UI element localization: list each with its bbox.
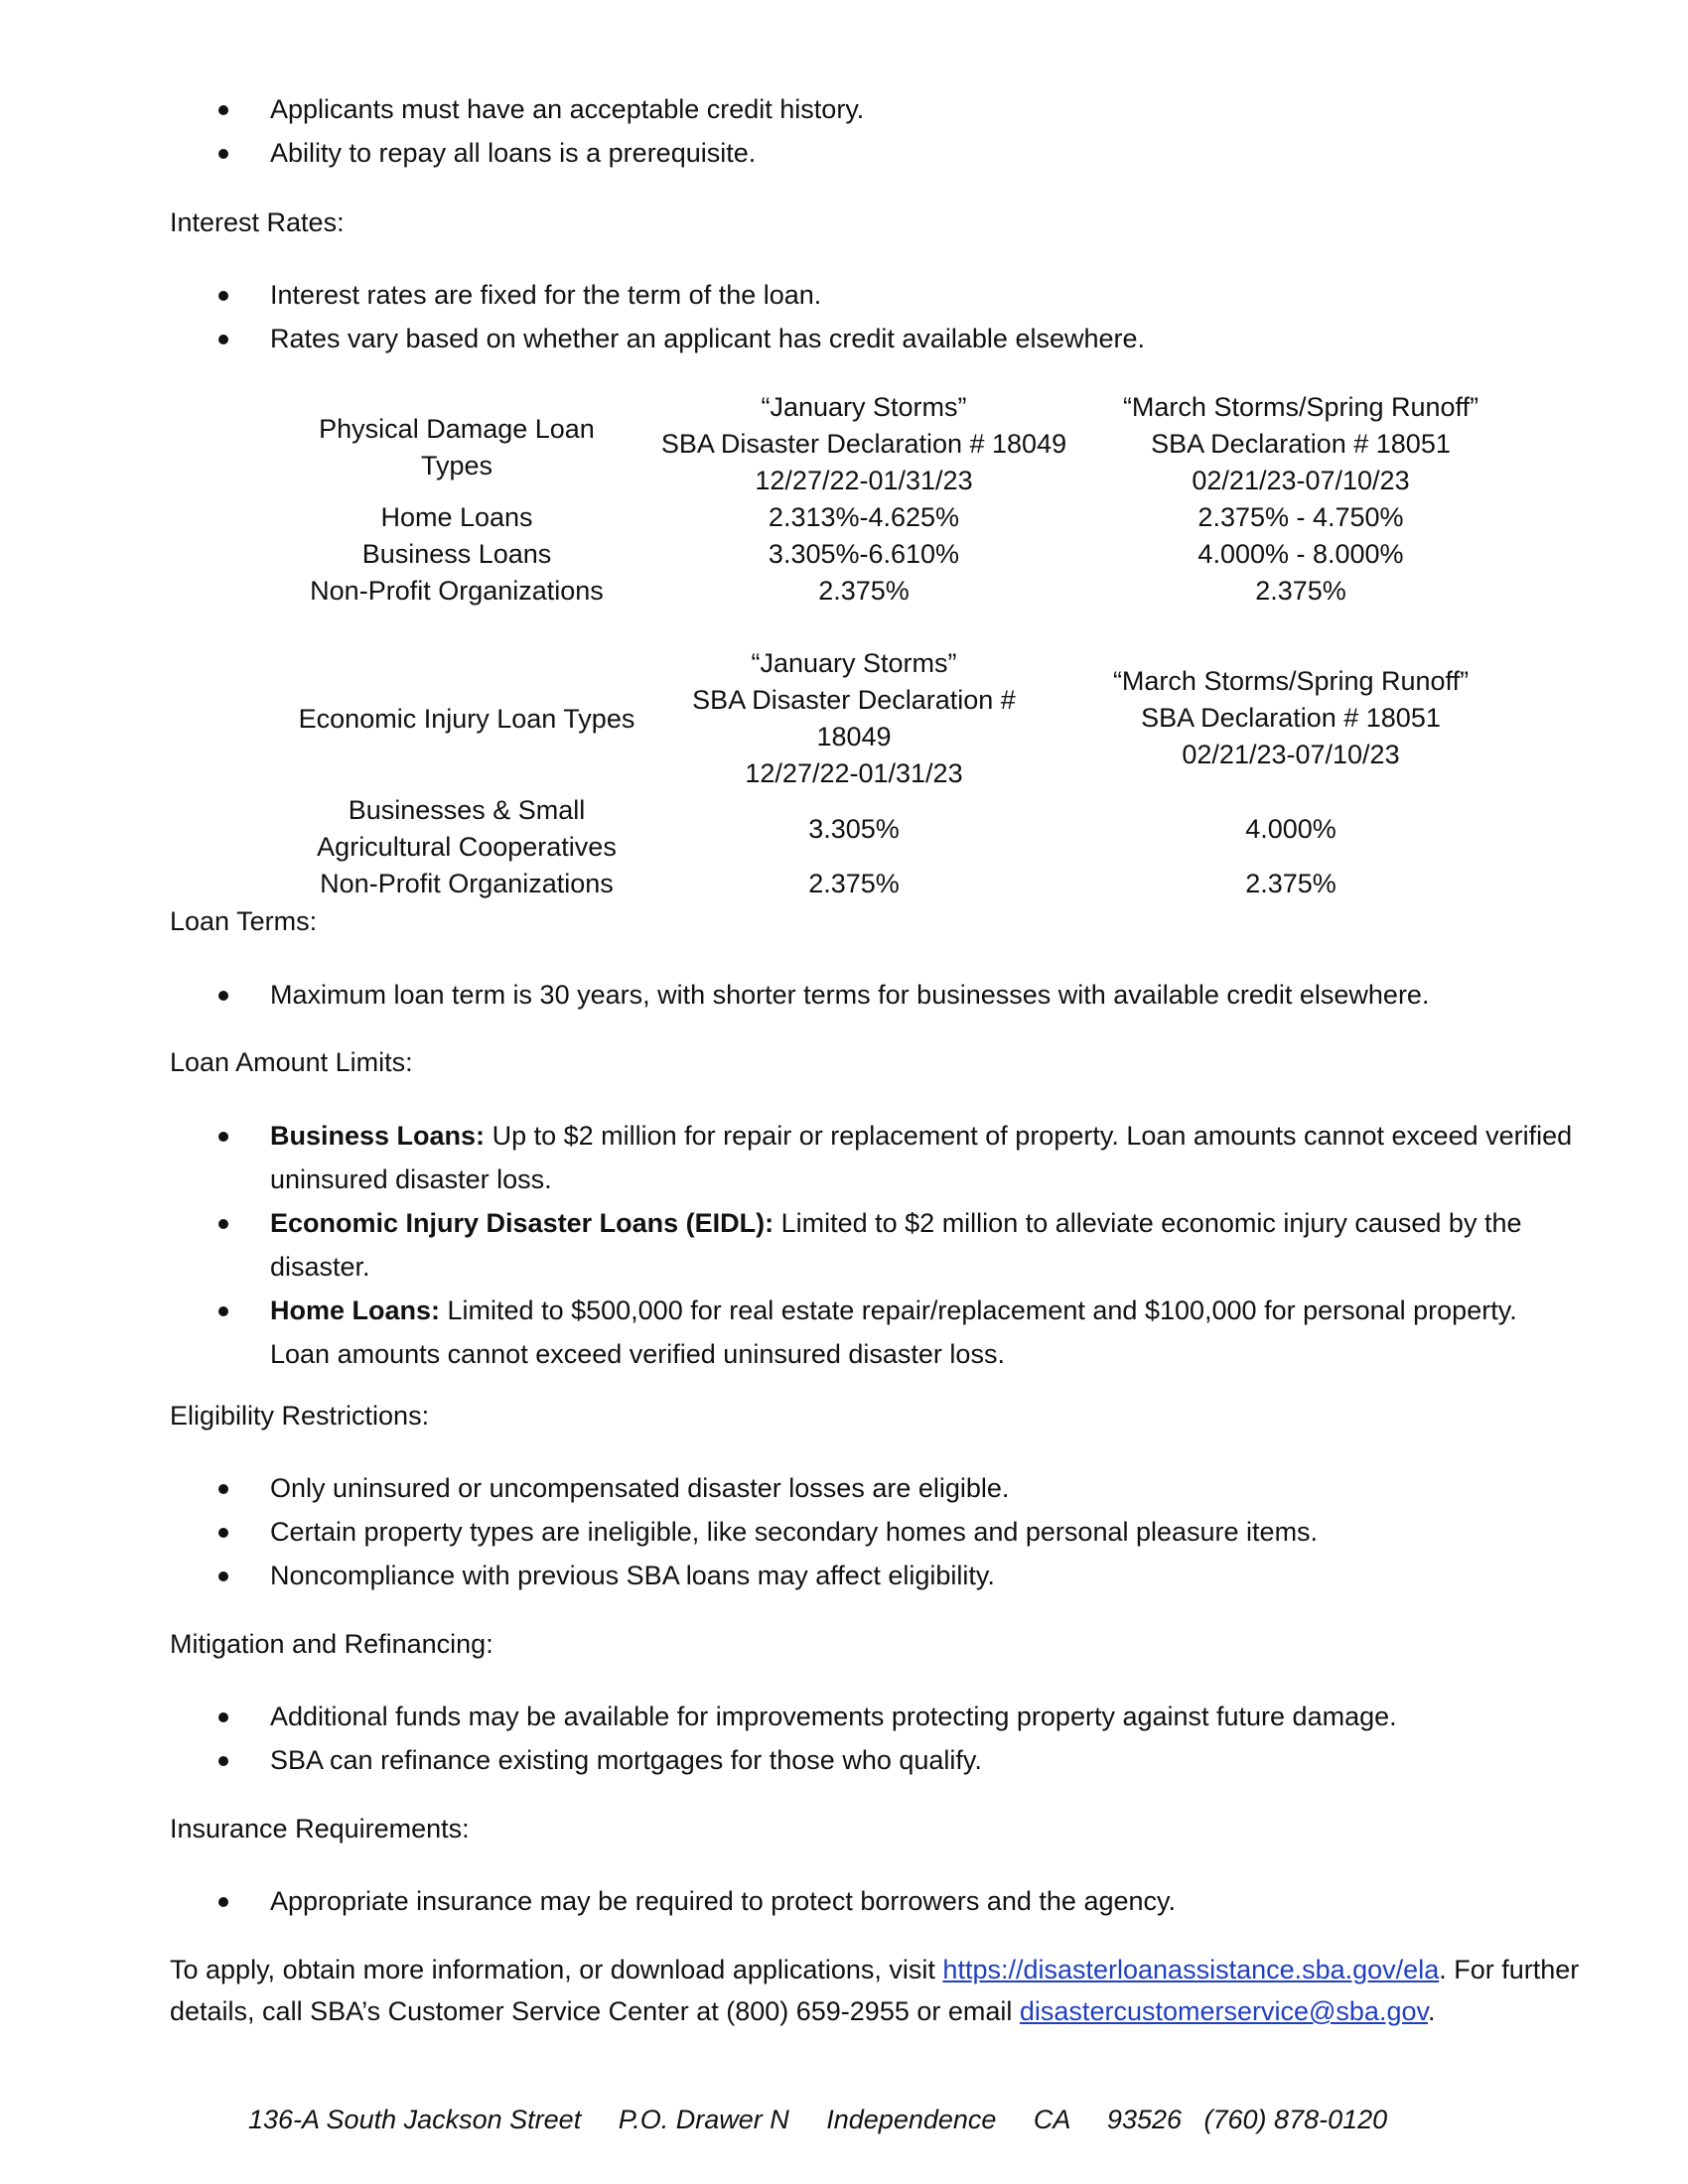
top-bullet-list bbox=[0, 87, 1581, 175]
eidl-term: Economic Injury Disaster Loans (EIDL): bbox=[270, 1208, 774, 1238]
list-item: Economic Injury Disaster Loans (EIDL): Limited to $2 million to alleviate economic injury caused by the disaster. bbox=[0, 1201, 1581, 1289]
customer-service-email-link[interactable]: disastercustomerservice@sba.gov bbox=[1019, 1996, 1428, 2026]
interest-bullet-list bbox=[0, 273, 1581, 360]
insurance-bullet-list bbox=[0, 1879, 1581, 1923]
insurance-heading: Insurance Requirements: bbox=[170, 1814, 470, 1843]
table-cell: 3.305% bbox=[808, 814, 900, 844]
eligibility-bullet-list bbox=[0, 1466, 1581, 1597]
physical-row-labels bbox=[258, 499, 655, 610]
physical-col2-header: “March Storms/Spring Runoff” SBA Declaration # 18051 02/21/23-07/10/23 bbox=[1122, 392, 1479, 495]
table-cell: 2.375% bbox=[808, 869, 900, 898]
mitigation-heading: Mitigation and Refinancing: bbox=[170, 1629, 493, 1659]
loan-terms-heading: Loan Terms: bbox=[170, 906, 318, 936]
table-cell: 4.000% - 8.000% bbox=[1197, 539, 1404, 569]
apply-paragraph: To apply, obtain more information, or download applications, visit https://disasterloanassistance.sba.gov/ela. For further details, call SBA’s Customer Service Center at (800) 659-2955 or email disastercustomerservice@sba.gov. bbox=[170, 1955, 1580, 2026]
list-item: Only uninsured or uncompensated disaster losses are eligible. bbox=[0, 1466, 1581, 1510]
table-cell: Home Loans bbox=[380, 502, 533, 532]
loan-terms-bullet-list bbox=[0, 973, 1581, 1017]
economic-row1-label: Businesses & Small Agricultural Cooperatives bbox=[317, 795, 617, 862]
economic-row2-label: Non-Profit Organizations bbox=[320, 869, 614, 898]
footer-address: 136-A South Jackson Street P.O. Drawer N Independence CA 93526 (760) 878-0120 bbox=[248, 2105, 1388, 2134]
list-item: Appropriate insurance may be required to protect borrowers and the agency. bbox=[0, 1879, 1581, 1923]
economic-col1-header: “January Storms” SBA Disaster Declaration # 18049 12/27/22-01/31/23 bbox=[692, 648, 1016, 788]
list-item: Additional funds may be available for improvements protecting property against future damage. bbox=[0, 1695, 1581, 1738]
economic-type-header: Economic Injury Loan Types bbox=[298, 704, 635, 734]
table-cell: 4.000% bbox=[1245, 814, 1336, 844]
table-cell: 2.375% bbox=[818, 576, 910, 606]
interest-rates-heading: Interest Rates: bbox=[170, 207, 345, 237]
list-item: Maximum loan term is 30 years, with shorter terms for businesses with available credit elsewhere. bbox=[0, 973, 1581, 1017]
business-loans-term: Business Loans: bbox=[270, 1121, 486, 1151]
table-cell: 2.375% bbox=[1255, 576, 1346, 606]
list-item: Business Loans: Up to $2 million for repair or replacement of property. Loan amounts cannot exceed verified uninsured disaster loss. bbox=[0, 1114, 1581, 1201]
list-item: Ability to repay all loans is a prerequisite. bbox=[0, 131, 1581, 175]
home-loans-term: Home Loans: bbox=[270, 1296, 441, 1325]
economic-col2-header: “March Storms/Spring Runoff” SBA Declaration # 18051 02/21/23-07/10/23 bbox=[1112, 666, 1470, 769]
table-cell: 3.305%-6.610% bbox=[768, 539, 960, 569]
physical-type-header: Physical Damage Loan Types bbox=[319, 414, 595, 480]
list-item: SBA can refinance existing mortgages for those who qualify. bbox=[0, 1738, 1581, 1782]
list-item: Noncompliance with previous SBA loans may affect eligibility. bbox=[0, 1554, 1581, 1597]
list-item: Interest rates are fixed for the term of the loan. bbox=[0, 273, 1581, 317]
physical-col2-values bbox=[1092, 499, 1509, 610]
list-item: Certain property types are ineligible, like secondary homes and personal pleasure items. bbox=[0, 1510, 1581, 1554]
table-cell: 2.375% bbox=[1245, 869, 1336, 898]
table-cell: 2.375% - 4.750% bbox=[1197, 502, 1404, 532]
list-item: Rates vary based on whether an applicant has credit available elsewhere. bbox=[0, 317, 1581, 360]
list-item: Home Loans: Limited to $500,000 for real estate repair/replacement and $100,000 for personal property. Loan amounts cannot exceed verified uninsured disaster loss. bbox=[0, 1289, 1581, 1376]
list-item: Applicants must have an acceptable credit history. bbox=[0, 87, 1581, 131]
loan-limits-bullet-list bbox=[0, 1114, 1581, 1376]
loan-limits-heading: Loan Amount Limits: bbox=[170, 1047, 413, 1077]
eligibility-heading: Eligibility Restrictions: bbox=[170, 1401, 430, 1431]
physical-col1-header: “January Storms” SBA Disaster Declaration # 18049 12/27/22-01/31/23 bbox=[660, 392, 1067, 495]
table-cell: 2.313%-4.625% bbox=[768, 502, 960, 532]
table-cell: Business Loans bbox=[361, 539, 552, 569]
table-cell: Non-Profit Organizations bbox=[310, 576, 604, 606]
ela-application-link[interactable]: https://disasterloanassistance.sba.gov/ela bbox=[942, 1955, 1440, 1984]
mitigation-bullet-list bbox=[0, 1695, 1581, 1782]
physical-col1-values bbox=[655, 499, 1072, 610]
